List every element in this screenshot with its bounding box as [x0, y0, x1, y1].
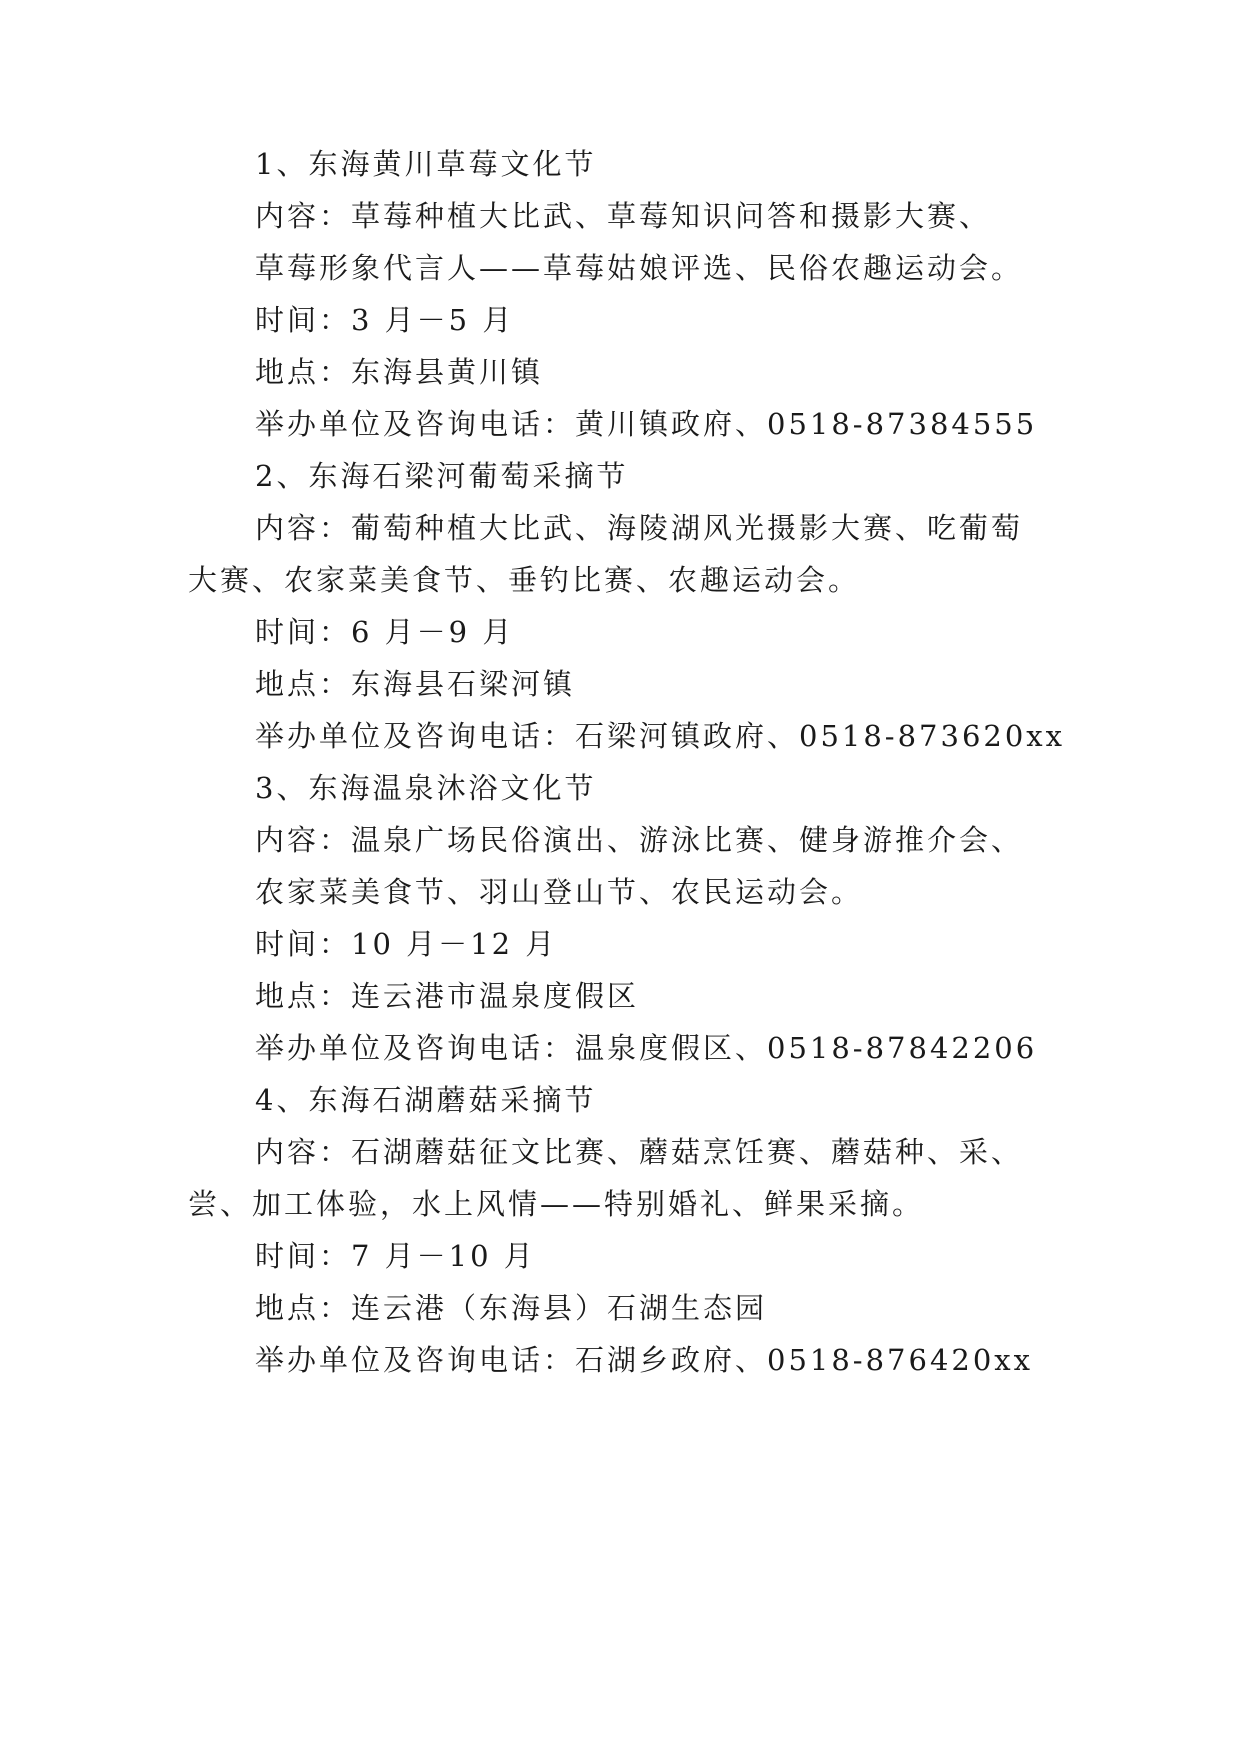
section-2-place: 地点：东海县石梁河镇	[255, 667, 576, 701]
section-2-title: 2、东海石梁河葡萄采摘节	[255, 459, 629, 493]
section-3-content-line-2: 农家菜美食节、羽山登山节、农民运动会。	[255, 875, 864, 909]
section-4-organizer: 举办单位及咨询电话：石湖乡政府、0518-876420xx	[255, 1343, 1034, 1377]
section-1-organizer: 举办单位及咨询电话：黄川镇政府、0518-87384555	[255, 407, 1038, 441]
section-4-time: 时间：7 月－10 月	[255, 1239, 536, 1273]
section-1-title: 1、东海黄川草莓文化节	[255, 147, 597, 181]
section-2-content-line-2: 大赛、农家菜美食节、垂钓比赛、农趣运动会。	[188, 563, 861, 597]
section-3-title: 3、东海温泉沐浴文化节	[255, 771, 597, 805]
section-3-content-line-1: 内容：温泉广场民俗演出、游泳比赛、健身游推介会、	[255, 823, 1024, 857]
section-4-place: 地点：连云港（东海县）石湖生态园	[255, 1291, 768, 1325]
section-3-time: 时间：10 月－12 月	[255, 927, 558, 961]
section-3-organizer: 举办单位及咨询电话：温泉度假区、0518-87842206	[255, 1031, 1038, 1065]
section-2-organizer: 举办单位及咨询电话：石梁河镇政府、0518-873620xx	[255, 719, 1066, 753]
section-1-place: 地点：东海县黄川镇	[255, 355, 544, 389]
section-1-content-line-2: 草莓形象代言人——草莓姑娘评选、民俗农趣运动会。	[255, 251, 1024, 285]
section-4-content-line-1: 内容：石湖蘑菇征文比赛、蘑菇烹饪赛、蘑菇种、采、	[255, 1135, 1024, 1169]
section-1-time: 时间：3 月－5 月	[255, 303, 515, 337]
section-1-content-line-1: 内容：草莓种植大比武、草莓知识问答和摄影大赛、	[255, 199, 992, 233]
section-2-time: 时间：6 月－9 月	[255, 615, 515, 649]
section-2-content-line-1: 内容：葡萄种植大比武、海陵湖风光摄影大赛、吃葡萄	[255, 511, 1024, 545]
section-3-place: 地点：连云港市温泉度假区	[255, 979, 640, 1013]
section-4-title: 4、东海石湖蘑菇采摘节	[255, 1083, 597, 1117]
section-4-content-line-2: 尝、加工体验，水上风情——特别婚礼、鲜果采摘。	[188, 1187, 925, 1221]
